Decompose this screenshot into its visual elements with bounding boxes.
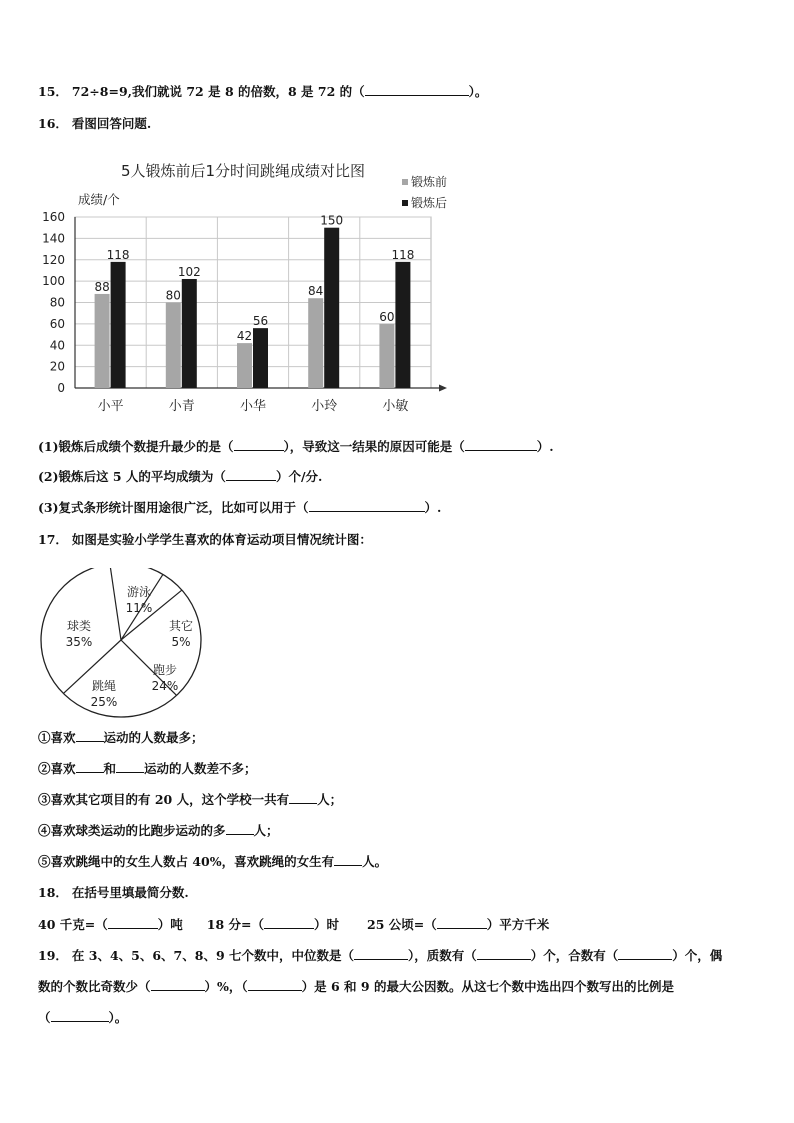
answer-blank[interactable] (151, 978, 205, 991)
bar-after (395, 262, 410, 388)
question-text: 25 公顷=（ (367, 917, 437, 932)
question-text: 在括号里填最简分数. (71, 885, 189, 900)
y-tick-label: 80 (49, 295, 65, 310)
answer-blank[interactable] (618, 947, 672, 960)
answer-blank[interactable] (116, 760, 144, 773)
answer-blank[interactable] (234, 438, 284, 451)
question-number: 19． (38, 948, 68, 963)
answer-blank[interactable] (76, 729, 104, 742)
question-17-sub1 (38, 729, 204, 746)
question-text: ）时 (313, 917, 339, 932)
question-text: 72÷8=9,我们就说 72 是 8 的倍数，8 是 72 的（ (71, 84, 365, 99)
question-19-line2 (38, 978, 674, 995)
answer-blank[interactable] (437, 916, 487, 929)
question-text: ）个，合数有（ (530, 948, 619, 963)
legend-swatch-before (402, 179, 408, 185)
question-text: (3)复式条形统计图用途很广泛，比如可以用于（ (38, 500, 309, 515)
question-17-sub3 (38, 791, 342, 808)
question-text: 和 (103, 761, 117, 776)
answer-blank[interactable] (51, 1009, 109, 1022)
question-text: ④喜欢球类运动的比跑步运动的多 (38, 823, 226, 838)
answer-blank[interactable] (309, 499, 425, 512)
y-tick-label: 60 (49, 316, 65, 331)
question-text: 运动的人数最多； (103, 730, 204, 745)
answer-blank[interactable] (226, 822, 254, 835)
question-text: ）。 (108, 1010, 128, 1025)
y-tick-label: 40 (49, 338, 65, 353)
bar-before (308, 298, 323, 388)
answer-blank[interactable] (465, 438, 537, 451)
pie-slice-percent: 24% (151, 679, 179, 693)
x-axis-arrow (439, 385, 447, 392)
answer-blank[interactable] (248, 978, 302, 991)
answer-blank[interactable] (365, 83, 469, 96)
bar-value-label: 88 (94, 279, 110, 294)
answer-blank[interactable] (76, 760, 104, 773)
question-text: 运动的人数差不多； (144, 761, 257, 776)
question-text: ）。 (468, 84, 488, 99)
question-17-sub2 (38, 760, 257, 777)
y-tick-label: 0 (57, 381, 65, 395)
bar-value-label: 56 (252, 314, 269, 329)
question-text: 人； (317, 792, 343, 807)
question-15 (38, 83, 487, 100)
question-text: ）平方千米 (486, 917, 550, 932)
question-number: 16． (38, 116, 68, 131)
question-text: 数的个数比奇数少（ (38, 979, 151, 994)
question-text: ）吨 (157, 917, 183, 932)
y-tick-label: 140 (42, 231, 65, 246)
question-text: ），导致这一结果的原因可能是（ (283, 439, 465, 454)
question-text: ①喜欢 (38, 730, 76, 745)
x-tick-label: 小华 (239, 399, 267, 414)
question-16-sub3 (38, 499, 441, 516)
bar-chart (38, 150, 458, 420)
question-19-line1 (38, 947, 722, 964)
bar-after (111, 262, 126, 388)
question-text: ）. (424, 500, 442, 515)
question-text: 人； (253, 823, 279, 838)
x-tick-label: 小青 (168, 399, 195, 414)
answer-blank[interactable] (354, 947, 408, 960)
question-text: ⑤喜欢跳绳中的女生人数占 40%，喜欢跳绳的女生有 (38, 854, 335, 869)
bar-before (95, 294, 110, 388)
question-text: ③喜欢其它项目的有 20 人，这个学校一共有 (38, 792, 290, 807)
pie-slice-name: 其它 (168, 619, 194, 633)
pie-slice-percent: 11% (125, 601, 153, 615)
x-tick-label: 小玲 (311, 399, 338, 414)
x-tick-label: 小平 (97, 399, 124, 414)
bar-value-label: 118 (391, 247, 415, 262)
question-17-sub4 (38, 822, 279, 839)
pie-slice-name: 球类 (66, 619, 92, 633)
pie-slice-name: 跳绳 (91, 679, 117, 693)
pie-chart (36, 568, 208, 724)
legend-label-before: 锻炼前 (411, 175, 448, 189)
question-16-sub2 (38, 468, 322, 485)
legend-label-after: 锻炼后 (411, 196, 448, 210)
answer-blank[interactable] (264, 916, 314, 929)
answer-blank[interactable] (226, 468, 276, 481)
question-16-title (38, 116, 151, 132)
pie-slice-name: 游泳 (126, 585, 152, 599)
question-19-line3 (38, 1009, 127, 1026)
question-text: ）%，（ (204, 979, 248, 994)
question-text: ），质数有（ (408, 948, 477, 963)
pie-slice-percent: 5% (171, 635, 191, 649)
question-16-sub1 (38, 438, 554, 455)
question-text: （ (38, 1010, 51, 1025)
question-17-title (38, 532, 372, 548)
question-text: 看图回答问题. (71, 116, 152, 131)
question-number: 15． (38, 84, 68, 99)
bar-value-label: 102 (177, 264, 201, 279)
bar-value-label: 42 (236, 329, 253, 344)
legend-swatch-after (402, 200, 408, 206)
bar-before (379, 324, 394, 388)
question-text: 如图是实验小学学生喜欢的体育运动项目情况统计图： (71, 532, 372, 547)
y-tick-label: 160 (42, 210, 65, 224)
question-text: (1)锻炼后成绩个数提升最少的是（ (38, 439, 234, 454)
question-text: ）是 6 和 9 的最大公因数。从这七个数中选出四个数写出的比例是 (301, 979, 674, 994)
question-17-sub5 (38, 853, 387, 870)
x-tick-label: 小敏 (382, 399, 409, 414)
y-axis-label: 成绩/个 (78, 192, 120, 207)
bar-after (182, 279, 197, 388)
answer-blank[interactable] (108, 916, 158, 929)
question-text: ②喜欢 (38, 761, 76, 776)
question-text: 18 分=（ (206, 917, 264, 932)
question-18-title (38, 885, 189, 901)
bar-after (253, 328, 268, 388)
question-text: ）个，偶 (672, 948, 723, 963)
y-tick-label: 120 (42, 252, 65, 267)
bar-before (166, 303, 181, 389)
question-text: 人。 (362, 854, 388, 869)
y-tick-label: 100 (42, 274, 65, 289)
question-text: (2)锻炼后这 5 人的平均成绩为（ (38, 469, 226, 484)
question-text: 40 千克=（ (38, 917, 108, 932)
question-18-items (38, 916, 549, 933)
question-number: 17． (38, 532, 68, 547)
chart-bars (94, 214, 414, 414)
pie-slice-percent: 25% (90, 695, 118, 709)
answer-blank[interactable] (334, 853, 362, 866)
bar-after (324, 228, 339, 388)
question-text: ）. (536, 439, 554, 454)
answer-blank[interactable] (289, 791, 317, 804)
chart-title: 5人锻炼前后1分时间跳绳成绩对比图 (120, 162, 366, 180)
pie-slice-percent: 35% (65, 635, 93, 649)
bar-value-label: 80 (165, 288, 181, 303)
bar-value-label: 118 (106, 247, 130, 262)
bar-before (237, 343, 252, 388)
question-text: ）个/分. (275, 469, 323, 484)
pie-slice-name: 跑步 (152, 663, 178, 677)
question-text: 在 3、4、5、6、7、8、9 七个数中，中位数是（ (71, 948, 354, 963)
answer-blank[interactable] (477, 947, 531, 960)
bar-value-label: 84 (308, 284, 324, 299)
y-tick-label: 20 (49, 359, 65, 374)
question-number: 18． (38, 885, 68, 900)
bar-value-label: 150 (320, 213, 344, 228)
bar-value-label: 60 (379, 309, 395, 324)
